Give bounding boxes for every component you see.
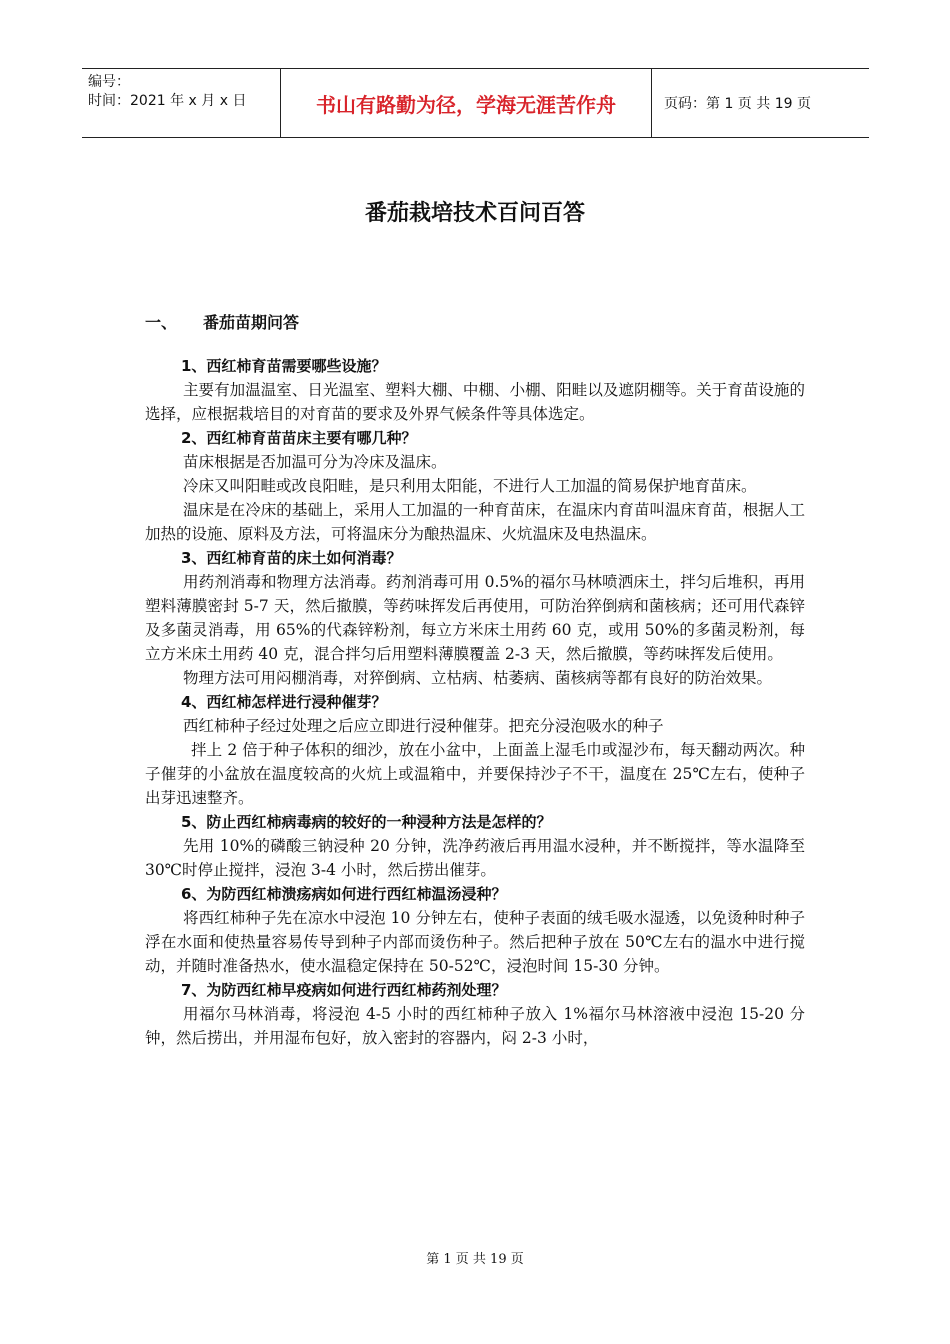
section-number: 一、 [145, 313, 178, 332]
answer-3-paragraph-1: 用药剂消毒和物理方法消毒。药剂消毒可用 0.5%的福尔马林喷洒床土，拌匀后堆积，再用塑料薄膜密封 5-7 天，然后撤膜，等药味挥发后再使用，可防治猝倒病和菌核病；还可用代森锌及多菌灵消毒，用 65%的代森锌粉剂，每立方米床土用药 60 克，或用 50%的多菌灵粉剂，每立方米床土用药 40 克，混合拌匀后用塑料薄膜覆盖 2-3 天，然后撤膜，等药味挥发后使用。 [145, 573, 805, 663]
question-5: 5、防止西红柿病毒病的较好的一种浸种方法是怎样的？ [181, 813, 552, 831]
document-body [145, 354, 805, 1050]
section-title: 番茄苗期问答 [203, 313, 300, 332]
answer-2-paragraph-2: 冷床又叫阳畦或改良阳畦，是只利用太阳能，不进行人工加温的简易保护地育苗床。 [183, 477, 757, 495]
question-1: 1、西红柿育苗需要哪些设施？ [181, 357, 387, 375]
answer-4-paragraph-1: 西红柿种子经过处理之后应立即进行浸种催芽。把充分浸泡吸水的种子 [183, 717, 664, 735]
code-label: 编号： [88, 74, 130, 90]
question-6: 6、为防西红柿溃疡病如何进行西红柿温汤浸种？ [181, 885, 507, 903]
answer-1: 主要有加温温室、日光温室、塑料大棚、中棚、小棚、阳畦以及遮阴棚等。关于育苗设施的选择，应根据栽培目的对育苗的要求及外界气候条件等具体选定。 [145, 381, 805, 423]
answer-4-paragraph-2: 拌上 2 倍于种子体积的细沙，放在小盆中，上面盖上湿毛巾或湿沙布，每天翻动两次。种子催芽的小盆放在温度较高的火炕上或温箱中，并要保持沙子不干，温度在 25℃左右，使种子出芽迅速整齐。 [145, 741, 805, 807]
page-footer: 第 1 页 共 19 页 [426, 1252, 524, 1267]
answer-5: 先用 10%的磷酸三钠浸种 20 分钟，洗净药液后再用温水浸种，并不断搅拌，等水温降至 30℃时停止搅拌，浸泡 3-4 小时，然后捞出催芽。 [145, 837, 805, 879]
motto: 书山有路勤为径，学海无涯苦作舟 [280, 69, 652, 137]
answer-6: 将西红柿种子先在凉水中浸泡 10 分钟左右，使种子表面的绒毛吸水湿透，以免烫种时种子浮在水面和使热量容易传导到种子内部而烫伤种子。然后把种子放在 50℃左右的温水中进行搅动，并随时准备热水，使水温稳定保持在 50-52℃，浸泡时间 15-30 分钟。 [145, 909, 805, 975]
question-2: 2、西红柿育苗苗床主要有哪几种？ [181, 429, 417, 447]
question-4: 4、西红柿怎样进行浸种催芽？ [181, 693, 387, 711]
document-title: 番茄栽培技术百问百答 [364, 201, 585, 226]
question-3: 3、西红柿育苗的床土如何消毒？ [181, 549, 402, 567]
answer-2-paragraph-3: 温床是在冷床的基础上，采用人工加温的一种育苗床，在温床内育苗叫温床育苗，根据人工加热的设施、原料及方法，可将温床分为酿热温床、火炕温床及电热温床。 [145, 501, 805, 543]
header-left-cell [82, 69, 280, 137]
answer-3-paragraph-2: 物理方法可用闷棚消毒，对猝倒病、立枯病、枯萎病、菌核病等都有良好的防治效果。 [183, 669, 773, 687]
question-7: 7、为防西红柿早疫病如何进行西红柿药剂处理？ [181, 981, 507, 999]
answer-2-paragraph-1: 苗床根据是否加温可分为冷床及温床。 [183, 453, 447, 471]
section-heading [145, 310, 299, 333]
header-table [82, 68, 869, 138]
time-label: 时间：2021 年 x 月 x 日 [88, 93, 247, 109]
page-info: 页码：第 1 页 共 19 页 [664, 96, 811, 112]
answer-7: 用福尔马林消毒，将浸泡 4-5 小时的西红柿种子放入 1%福尔马林溶液中浸泡 15-20 分钟，然后捞出，并用湿布包好，放入密封的容器内，闷 2-3 小时， [145, 1005, 805, 1047]
